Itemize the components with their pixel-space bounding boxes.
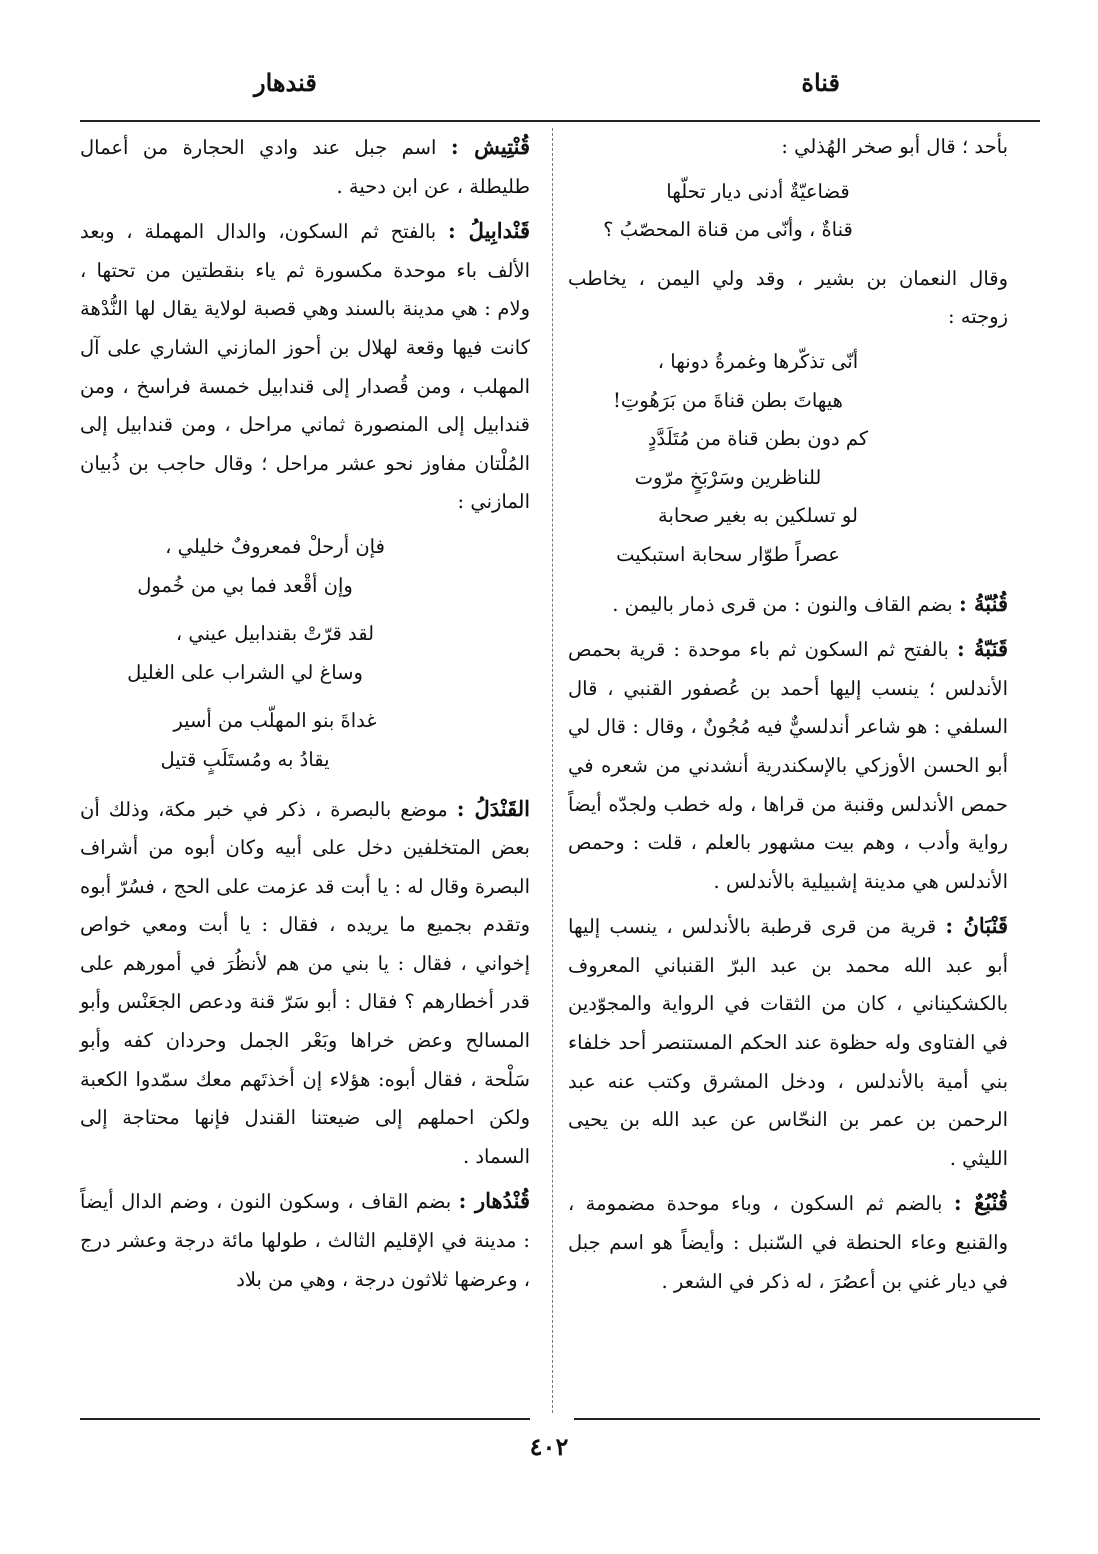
left-column: [80, 128, 530, 1305]
verse-line: للناظرين وسَرْبَخٍ مرّوت: [634, 465, 822, 489]
verse-block: [568, 343, 1008, 575]
bottom-rule-left: [80, 1418, 530, 1420]
dictionary-entry: [568, 1184, 1008, 1301]
verse-line: وإن أقْعد فما بي من خُمول: [137, 573, 353, 597]
verse-line: أنّى تذكّرها وغمرةُ دونها ،: [657, 349, 859, 373]
verse-line: عصراً طوّار سحابة استبكيت: [616, 542, 840, 566]
continued-text: بأحد ؛ قال أبو صخر الهُذلي :: [781, 135, 1008, 158]
verse-line: لو تسلكين به بغير صحابة: [658, 504, 858, 528]
entry-text: بالضم ثم السكون ، وباء موحدة مضمومة ، والقنبع وعاء الحنطة في السّنبل : وأيضاً هو اسم جبل في ديار غني بن أعصُرَ ، له ذكر في الشعر .: [568, 1192, 1008, 1293]
verse-block: [80, 702, 530, 779]
verse-block: [80, 615, 530, 692]
dictionary-entry: [80, 790, 530, 1177]
running-head-right: قناة: [801, 68, 840, 97]
verse-line: هيهاتَ بطن قناةَ من بَرَهُوتِ!: [613, 388, 843, 412]
bottom-rule-right: [574, 1418, 1040, 1420]
dictionary-entry: [568, 630, 1008, 901]
dictionary-entry: [80, 128, 530, 206]
entry-text: موضع بالبصرة ، ذكر في خبر مكة، وذلك أن بعض المتخلفين دخل على أبيه وكان أبوه من أشراف البصرة وقال له : يا أبت قد عزمت على الحج ، فسُرّ أبوه وتقدم بجميع ما يريده ، فقال : يا أبت ومعي خواص إخواني ، فقال : يا بني من هم لأنظُرَ في أمورهم على قدر أخطارهم ؟ فقال : أبو سَرّ قنة ودعص الجعَنْس وأبو المسالح وعض خراها وبَعْر الجمل وحردان كفه وأبو سَلْحة ، فقال أبوه: هؤلاء إن أخذتَهم معك سمّدوا الكعبة ولكن احملهم إلى ضيعتنا القندل فإنها محتاجة إلى السماد .: [79, 797, 530, 1168]
entry-headword: قُنُبّةُ :: [958, 590, 1008, 616]
dictionary-entry: [80, 1182, 530, 1299]
entry-text: اسم جبل عند وادي الحجارة من أعمال طليطلة ، عن ابن دحية .: [80, 136, 530, 198]
dictionary-entry: [80, 212, 530, 522]
verse-line: فإن أرحلْ فمعروفٌ خليلي ،: [165, 534, 385, 558]
verse-line: وساغ لي الشراب على الغليل: [127, 660, 363, 684]
verse-block: [80, 528, 530, 605]
entry-headword: قُنْبُعٌ :: [953, 1190, 1009, 1216]
top-rule: [80, 120, 1040, 122]
entry-headword: القَنْدَلُ :: [456, 795, 530, 821]
verse-line: قناةٌ ، وأنّى من قناة المحصّبُ ؟: [603, 218, 853, 242]
entry-text: بالفتح ثم السكون، والدال المهملة ، وبعد الألف باء موحدة مكسورة ثم ياء بنقطتين من تحتها ، ولام : هي مدينة بالسند وهي قصبة لولاية يقال لها النُّدْهة كانت فيها وقعة لهلال بن أحوز المازني الشاري على آل المهلب ، ومن قُصدار إلى قندابيل خمسة فراسخ ، ومن قندابيل إلى المنصورة ثماني مراحل ، ومن قندابيل إلى المُلْتان مفاوز نحو عشر مراحل ؛ وقال حاجب بن ذُبيان المازني :: [80, 220, 530, 514]
entry-text: قرية من قرى قرطبة بالأندلس ، ينسب إليها أبو عبد الله محمد بن عبد البرّ القنباني المعروف بالكشكيناني ، كان من الثقات في الرواية والمجوّدين في الفتاوى وله حظوة عند الحكم المستنصر أحد خلفاء بني أمية بالأندلس ، ودخل المشرق وكتب عنه عبد الرحمن بن عمر بن النحّاس عن عبد الله بن يحيى الليثي .: [568, 915, 1008, 1170]
verse-line: لقد قرّتْ بقندابيل عيني ،: [175, 622, 375, 646]
verse-block: [568, 173, 1008, 250]
right-column: [568, 128, 1008, 1307]
dictionary-entry: [568, 907, 1008, 1178]
column-divider: [552, 128, 553, 1413]
verse-line: قضاعيّةٌ أدنى ديار تحلّها: [666, 179, 850, 203]
entry-text: بالفتح ثم السكون ثم باء موحدة : قرية بحمص الأندلس ؛ ينسب إليها أحمد بن عُصفور القنبي ، قال السلفي : هو شاعر أندلسيٌّ فيه مُجُونٌ ، وقال : قال لي أبو الحسن الأوزكي بالإسكندرية أنشدني من شعره في حمص الأندلس وقنبة من قراها ، وله خطب ولجدّه أيضاً رواية وأدب ، وهم بيت مشهور بالعلم ، قلت : وحمص الأندلس هي مدينة إشبيلية بالأندلس .: [568, 638, 1008, 893]
page-number: ٤٠٢: [529, 1432, 569, 1461]
entry-headword: قَنْدابِيلُ :: [448, 218, 530, 244]
entry-text: بضم القاف ، وسكون النون ، وضم الدال أيضاً : مدينة في الإقليم الثالث ، طولها مائة درجة وعشر درج ، وعرضها ثلاثون درجة ، وهي من بلاد: [80, 1190, 530, 1291]
entry-headword: قُنْتِيش :: [450, 134, 530, 159]
entry-headword: قَنْبَانُ :: [945, 913, 1009, 939]
running-head-left: قندهار: [254, 68, 317, 97]
paragraph: وقال النعمان بن بشير ، وقد ولي اليمن ، يخاطب زوجته :: [568, 266, 1008, 329]
verse-line: كم دون بطن قناة من مُتَلَدَّدٍ: [647, 427, 869, 451]
verse-line: غداةَ بنو المهلّب من أسير: [173, 709, 377, 733]
entry-text: بضم القاف والنون : من قرى ذمار باليمن .: [612, 592, 953, 616]
entry-headword: قُنْدُهار :: [458, 1188, 530, 1214]
dictionary-entry: [568, 585, 1008, 625]
entry-headword: قَنَبّةُ :: [957, 636, 1008, 662]
verse-line: يقادُ به ومُستَلَبٍ قتيل: [160, 747, 330, 771]
